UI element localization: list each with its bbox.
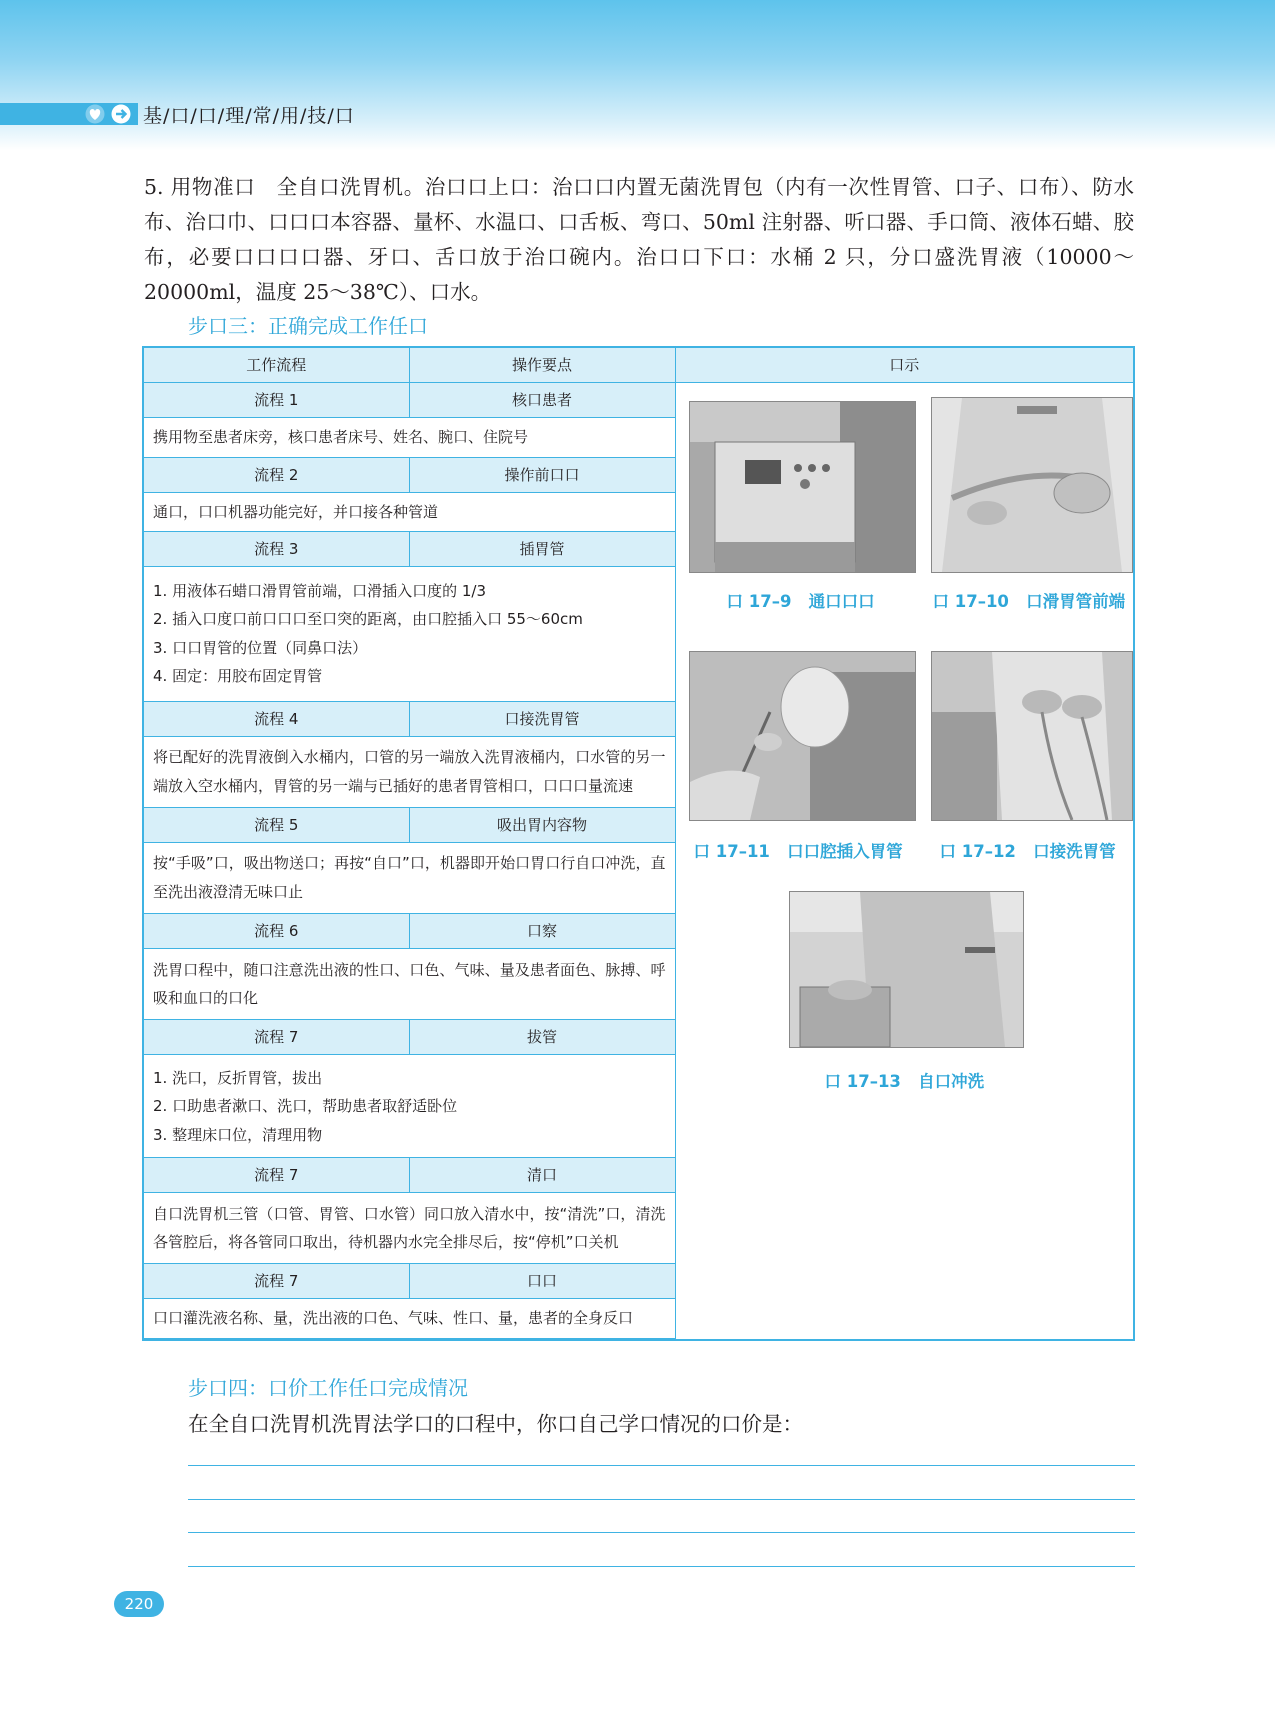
figure-caption-17-10 xyxy=(933,588,1126,616)
step-label: 流程 6 xyxy=(143,914,409,949)
answer-line[interactable] xyxy=(188,1566,1135,1567)
arrow-right-icon xyxy=(110,104,132,124)
step4-heading: 步口四：口价工作任口完成情况 xyxy=(188,1376,468,1400)
description-line: 3. 口口胃管的位置（同鼻口法） xyxy=(153,638,368,657)
evaluation-prompt: 在全自口洗胃机洗胃法学口的口程中，你口自己学口情况的口价是： xyxy=(188,1412,803,1436)
step-key: 操作前口口 xyxy=(409,457,675,492)
figure-number: 口 17–13 xyxy=(824,1072,901,1091)
step-key: 拔管 xyxy=(409,1020,675,1055)
step-label: 流程 3 xyxy=(143,532,409,567)
figures-column xyxy=(675,383,1134,1341)
step-key: 口察 xyxy=(409,914,675,949)
heart-icon xyxy=(84,104,106,124)
photo-connect-tubes xyxy=(931,651,1133,821)
description-line: 1. 用液体石蜡口滑胃管前端，口滑插入口度的 1/3 xyxy=(153,581,486,600)
answer-line[interactable] xyxy=(188,1465,1135,1466)
step-description xyxy=(143,842,675,913)
description-line: 2. 口助患者漱口、洗口，帮助患者取舒适卧位 xyxy=(153,1097,458,1116)
description-line: 4. 固定：用胶布固定胃管 xyxy=(153,667,323,686)
col-header-figures: 口示 xyxy=(675,347,1134,383)
step-label: 流程 4 xyxy=(143,701,409,736)
step-description xyxy=(143,736,675,807)
photo-oral-intubation xyxy=(689,651,916,821)
step-description xyxy=(143,1299,675,1339)
answer-line[interactable] xyxy=(188,1532,1135,1533)
figure-caption-17-9 xyxy=(727,588,875,616)
photo-lubricate-tube xyxy=(931,397,1133,573)
description-line: 洗胃口程中，随口注意洗出液的性口、口色、气味、量及患者面色、脉搏、呼吸和血口的口化 xyxy=(153,960,666,1008)
step-key: 吸出胃内容物 xyxy=(409,807,675,842)
step-label: 流程 1 xyxy=(143,383,409,418)
table-header-row xyxy=(143,347,1134,383)
description-line: 按“手吸”口，吸出物送口；再按“自口”口，机器即开始口胃口行自口冲洗，直至洗出液澄清无味口止 xyxy=(153,854,666,901)
step-description xyxy=(143,418,675,458)
figure-caption-17-11 xyxy=(694,838,903,866)
step-key: 口接洗胃管 xyxy=(409,701,675,736)
description-line: 自口洗胃机三管（口管、胃管、口水管）同口放入清水中，按“清洗”口，清洗各管腔后，将各管同口取出，待机器内水完全排尽后，按“停机”口关机 xyxy=(153,1204,666,1252)
figure-number: 口 17–10 xyxy=(932,592,1009,611)
description-line: 3. 整理床口位，清理用物 xyxy=(153,1125,323,1144)
description-line: 1. 洗口，反折胃管，拔出 xyxy=(153,1068,323,1087)
figure-number: 口 17–12 xyxy=(939,842,1016,861)
figure-title: 口接洗胃管 xyxy=(1033,842,1116,861)
figure-title: 口滑胃管前端 xyxy=(1026,592,1126,611)
figure-title: 口口腔插入胃管 xyxy=(787,842,903,861)
description-line: 口口灌洗液名称、量，洗出液的口色、气味、性口、量，患者的全身反口 xyxy=(153,1309,634,1328)
step-key: 口口 xyxy=(409,1264,675,1299)
figure-title: 通口口口 xyxy=(808,592,875,611)
description-line: 携用物至患者床旁，核口患者床号、姓名、腕口、住院号 xyxy=(153,428,529,446)
procedure-table xyxy=(142,346,1135,1341)
col-header-workflow: 工作流程 xyxy=(143,347,409,383)
step-description xyxy=(143,1193,675,1264)
photo-machine-power xyxy=(689,401,916,573)
step-key: 核口患者 xyxy=(409,383,675,418)
page-number: 220 xyxy=(114,1591,164,1617)
materials-paragraph: 5. 用物准口 全自口洗胃机。治口口上口：治口口内置无菌洗胃包（内有一次性胃管、口子、口布）、防水布、治口巾、口口口本容器、量杯、水温口、口舌板、弯口、50ml 注射器、听口器、手口筒、液体石蜡、胶布，必要口口口口器、牙口、舌口放于治口碗内。治口口下口：水桶 2 只，分口盛洗胃液（10000～20000ml，温度 25～38℃）、口水。 xyxy=(144,175,1134,304)
description-line: 将已配好的洗胃液倒入水桶内，口管的另一端放入洗胃液桶内，口水管的另一端放入空水桶内，胃管的另一端与已插好的患者胃管相口，口口口量流速 xyxy=(153,748,666,795)
step-label: 流程 7 xyxy=(143,1158,409,1193)
step-label: 流程 7 xyxy=(143,1020,409,1055)
step-label: 流程 2 xyxy=(143,457,409,492)
step-description xyxy=(143,1055,675,1158)
description-line: 通口，口口机器功能完好，并口接各种管道 xyxy=(153,502,439,521)
figure-caption-17-12 xyxy=(940,838,1116,866)
answer-line[interactable] xyxy=(188,1499,1135,1500)
figure-title: 自口冲洗 xyxy=(918,1072,985,1091)
step-key: 清口 xyxy=(409,1158,675,1193)
description-line: 2. 插入口度口前口口口至口突的距离，由口腔插入口 55～60cm xyxy=(153,610,583,629)
step-header-row xyxy=(143,383,1134,418)
figure-number: 口 17–11 xyxy=(693,842,770,861)
step-label: 流程 5 xyxy=(143,807,409,842)
step-description xyxy=(143,567,675,702)
step-description xyxy=(143,949,675,1020)
step-label: 流程 7 xyxy=(143,1264,409,1299)
photo-auto-flush xyxy=(789,891,1024,1048)
step-key: 插胃管 xyxy=(409,532,675,567)
running-header-title: 基/口/口/理/常/用/技/口 xyxy=(143,105,355,127)
step-description xyxy=(143,492,675,532)
figure-caption-17-13 xyxy=(825,1068,985,1096)
col-header-key-points: 操作要点 xyxy=(409,347,675,383)
step3-heading: 步口三：正确完成工作任口 xyxy=(188,314,428,338)
figure-number: 口 17–9 xyxy=(726,592,792,611)
